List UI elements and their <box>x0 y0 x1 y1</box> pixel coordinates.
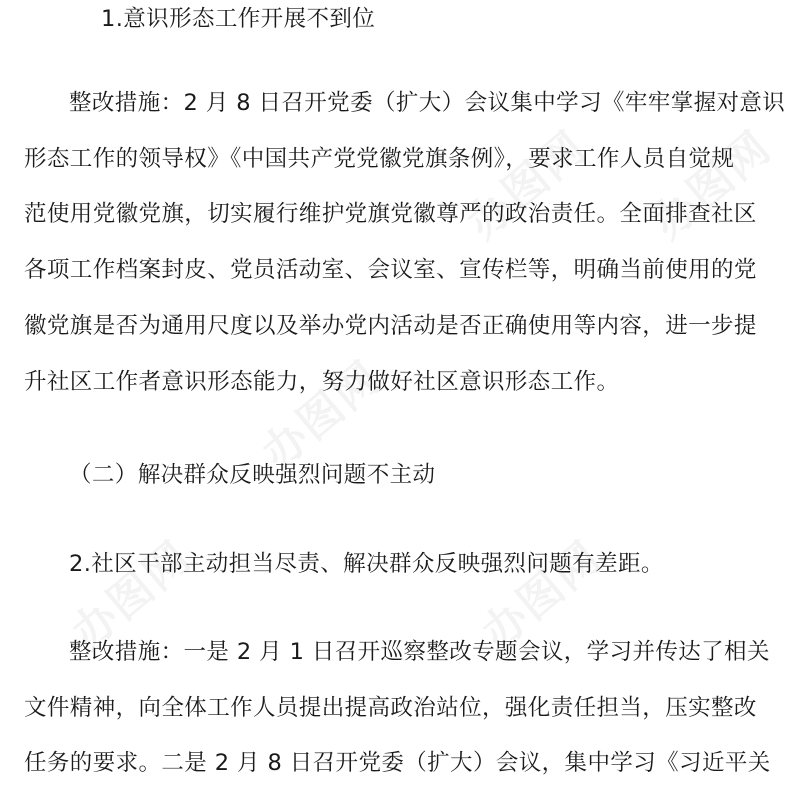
watermark: 办图网 <box>642 121 782 250</box>
paragraph-1-line: 升社区工作者意识形态能力，努力做好社区意识形态工作。 <box>24 369 620 395</box>
watermark: 办图网 <box>457 121 597 250</box>
watermark: 办图网 <box>472 531 612 660</box>
paragraph-2-line: 整改措施：一是 2 月 1 日召开巡察整改专题会议，学习并传达了相关 <box>69 639 770 665</box>
section-heading-2: （二）解决群众反映强烈问题不主动 <box>69 462 436 488</box>
heading-1: 1.意识形态工作开展不到位 <box>101 6 376 32</box>
watermark: 办图网 <box>252 351 392 480</box>
paragraph-1-line: 徽党旗是否为通用尺度以及举办党内活动是否正确使用等内容，进一步提 <box>24 313 757 339</box>
heading-2: 2.社区干部主动担当尽责、解决群众反映强烈问题有差距。 <box>69 551 664 577</box>
paragraph-1-line: 各项工作档案封皮、党员活动室、会议室、宣传栏等，明确当前使用的党 <box>24 257 757 283</box>
paragraph-1-line: 形态工作的领导权》《中国共产党党徽党旗条例》，要求工作人员自觉规 <box>24 146 735 172</box>
watermark: 办图网 <box>62 531 202 660</box>
paragraph-1-line: 范使用党徽党旗，切实履行维护党旗党徽尊严的政治责任。全面排查社区 <box>24 201 757 227</box>
paragraph-1-line: 整改措施：2 月 8 日召开党委（扩大）会议集中学习《牢牢掌握对意识 <box>69 90 786 116</box>
paragraph-2-line: 任务的要求。二是 2 月 8 日召开党委（扩大）会议，集中学习《习近平关 <box>24 750 771 776</box>
paragraph-2-line: 文件精神，向全体工作人员提出提高政治站位，强化责任担当，压实整改 <box>24 695 757 721</box>
